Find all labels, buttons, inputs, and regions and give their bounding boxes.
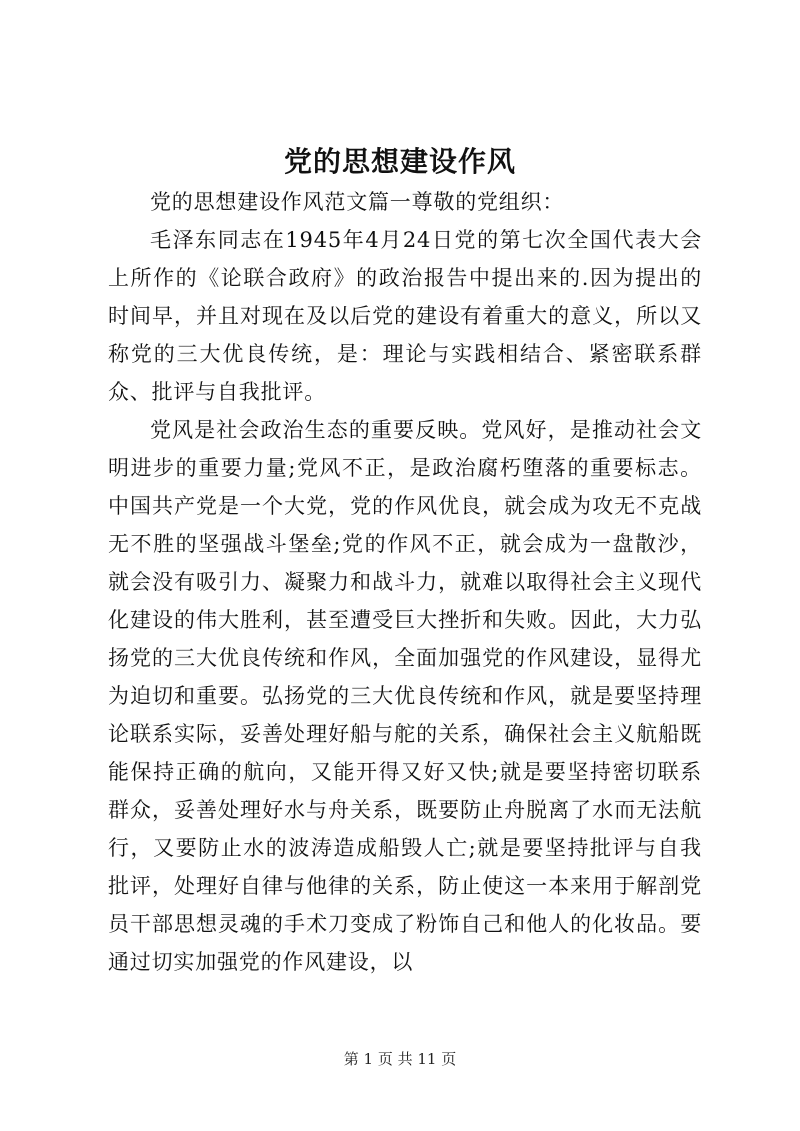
paragraph-origin: 毛泽东同志在1945年4月24日党的第七次全国代表大会上所作的《论联合政府》的政治报告中提出来的.因为提出的时间早，并且对现在及以后党的建设有着重大的意义，所以又称党的三大优良传统，是：理论与实践相结合、紧密联系群众、批评与自我批评。: [108, 228, 702, 404]
document-body: [108, 183, 702, 981]
document-title: 党的思想建设作风: [283, 145, 516, 178]
paragraph-party-style: 党风是社会政治生态的重要反映。党风好，是推动社会文明进步的重要力量;党风不正，是政治腐朽堕落的重要标志。中国共产党是一个大党，党的作风优良，就会成为攻无不克战无不胜的坚强战斗堡垒;党的作风不正，就会成为一盘散沙，就会没有吸引力、凝聚力和战斗力，就难以取得社会主义现代化建设的伟大胜利，甚至遭受巨大挫折和失败。因此，大力弘扬党的三大优良传统和作风，全面加强党的作风建设，显得尤为迫切和重要。弘扬党的三大优良传统和作风，就是要坚持理论联系实际，妥善处理好船与舵的关系，确保社会主义航船既能保持正确的航向，又能开得又好又快;就是要坚持密切联系群众，妥善处理好水与舟关系，既要防止舟脱离了水而无法航行，又要防止水的波涛造成船毁人亡;就是要坚持批评与自我批评，处理好自律与他律的关系，防止使这一本来用于解剖党员干部思想灵魂的手术刀变成了粉饰自己和他人的化妆品。要通过切实加强党的作风建设，以: [108, 418, 702, 974]
paragraph-salutation: 党的思想建设作风范文篇一尊敬的党组织：: [150, 190, 565, 214]
page-footer: 第 1 页 共 11 页: [343, 1050, 457, 1068]
